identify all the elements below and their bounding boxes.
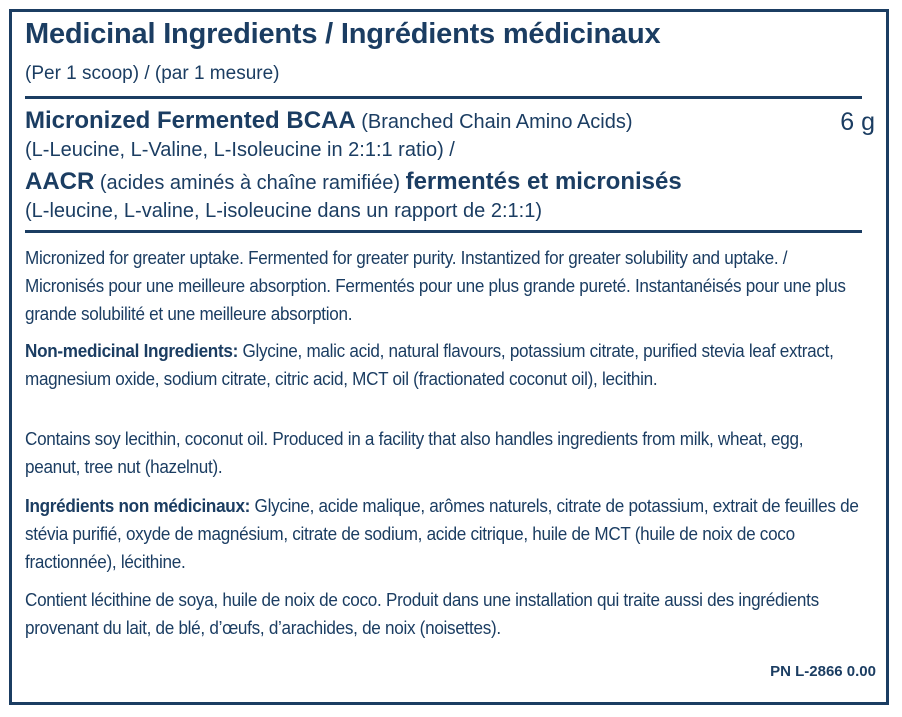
ingredient-name-fr-suffix: fermentés et micronisés <box>405 168 682 195</box>
allergen-en-paragraph: Contains soy lecithin, coconut oil. Produced in a facility that also handles ingredients from milk, wheat, egg, peanut, tree nut (hazelnut). <box>25 429 804 477</box>
ingredient-amount: 6 g <box>840 108 875 136</box>
ingredient-name-fr-line <box>25 168 682 196</box>
page-title: Medicinal Ingredients / Ingrédients médicinaux <box>25 18 661 50</box>
non-medicinal-fr-paragraph <box>25 492 861 576</box>
allergen-fr-paragraph: Contient lécithine de soya, huile de noix de coco. Produit dans une installation qui traite aussi des ingrédients provenant du lait, de blé, d’œufs, d’arachides, de noix (noisettes). <box>25 590 819 638</box>
non-medicinal-fr-text: Glycine, acide malique, arômes naturels, citrate de potassium, extrait de feuilles de stévia purifié, oxyde de magnésium, citrate de sodium, acide citrique, huile de MCT (huile de noix de coco fractionnée), lécithine. <box>25 496 859 572</box>
non-medicinal-fr-label: Ingrédients non médicinaux: <box>25 496 251 516</box>
ingredient-desc-fr: (acides aminés à chaîne ramifiée) <box>94 172 406 194</box>
non-medicinal-en-paragraph <box>25 337 861 393</box>
divider-bottom <box>25 230 862 233</box>
ingredient-name-en: Micronized Fermented BCAA <box>25 107 356 134</box>
serving-size: (Per 1 scoop) / (par 1 mesure) <box>25 63 280 84</box>
ingredient-desc-en: (Branched Chain Amino Acids) <box>355 111 633 133</box>
benefits-paragraph: Micronized for greater uptake. Fermented for greater purity. Instantized for greater solubility and uptake. / Micronisés pour une meilleure absorption. Fermentés pour une plus grande pureté. Instantanéisés pour une plus grande solubilité et une meilleure absorption. <box>25 248 846 324</box>
part-number: PN L-2866 0.00 <box>770 663 876 680</box>
ingredient-name-fr-prefix: AACR <box>25 168 95 195</box>
ingredient-ratio-en: (L-Leucine, L-Valine, L-Isoleucine in 2:1:1 ratio) / <box>25 139 455 161</box>
ingredient-ratio-fr: (L-leucine, L-valine, L-isoleucine dans un rapport de 2:1:1) <box>25 200 542 222</box>
non-medicinal-en-label: Non-medicinal Ingredients: <box>25 341 239 361</box>
ingredient-name-en-line <box>25 107 633 135</box>
divider-top <box>25 96 862 99</box>
non-medicinal-en-text: Glycine, malic acid, natural flavours, potassium citrate, purified stevia leaf extract, magnesium oxide, sodium citrate, citric acid, MCT oil (fractionated coconut oil), lecithin. <box>25 341 834 389</box>
